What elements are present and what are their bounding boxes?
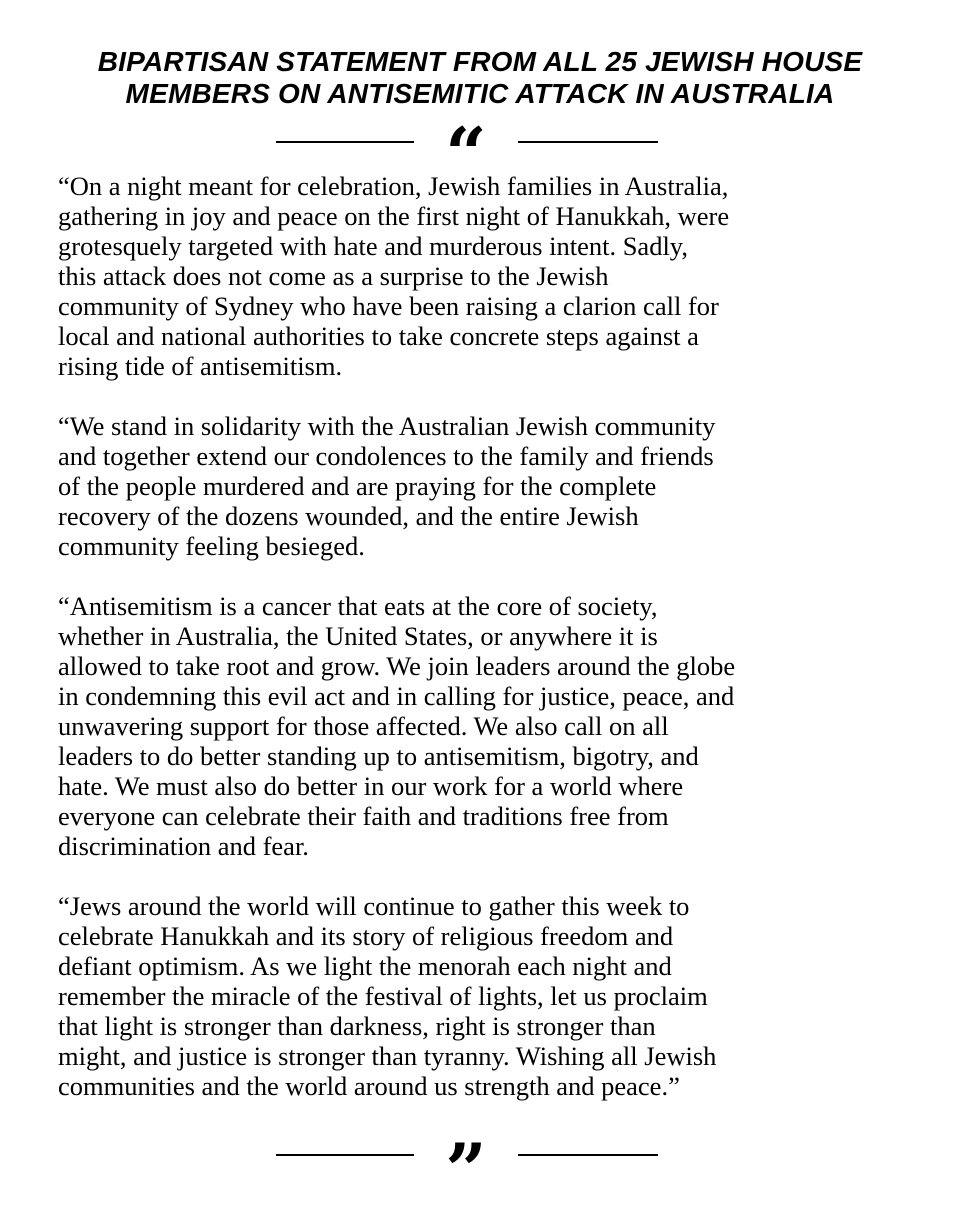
text-line: grotesquely targeted with hate and murderous intent. Sadly, <box>58 231 688 261</box>
text-line: that light is stronger than darkness, right is stronger than <box>58 1011 656 1041</box>
text-line: community of Sydney who have been raising a clarion call for <box>58 291 719 321</box>
text-line: celebrate Hanukkah and its story of religious freedom and <box>58 921 674 951</box>
divider-rule-right <box>518 1154 658 1156</box>
divider-rule-right <box>518 141 658 143</box>
text-line: remember the miracle of the festival of lights, let us proclaim <box>58 981 708 1011</box>
text-line: “Jews around the world will continue to gather this week to <box>58 891 690 921</box>
text-line: gathering in joy and peace on the first night of Hanukkah, were <box>58 201 730 231</box>
text-line: unwavering support for those affected. We also call on all <box>58 711 669 741</box>
divider-rule-left <box>276 141 414 143</box>
divider-rule-left <box>276 1154 414 1156</box>
text-line: communities and the world around us strength and peace.” <box>58 1071 680 1101</box>
text-line: whether in Australia, the United States, or anywhere it is <box>58 621 658 651</box>
text-line: in condemning this evil act and in calling for justice, peace, and <box>58 681 735 711</box>
text-line: local and national authorities to take concrete steps against a <box>58 321 699 351</box>
paragraph-hanukkah <box>58 891 908 1101</box>
text-line: “We stand in solidarity with the Australian Jewish community <box>58 411 716 441</box>
paragraph-solidarity <box>58 411 908 561</box>
title-line-2: MEMBERS ON ANTISEMITIC ATTACK IN AUSTRALIA <box>125 78 835 109</box>
text-line: “Antisemitism is a cancer that eats at the core of society, <box>58 591 658 621</box>
text-line: hate. We must also do better in our work for a world where <box>58 771 684 801</box>
text-line: discrimination and fear. <box>58 831 309 861</box>
text-line: community feeling besieged. <box>58 531 365 561</box>
text-line: leaders to do better standing up to antisemitism, bigotry, and <box>58 741 699 771</box>
text-line: of the people murdered and are praying for the complete <box>58 471 657 501</box>
statement-body <box>58 171 908 1131</box>
text-line: recovery of the dozens wounded, and the entire Jewish <box>58 501 639 531</box>
statement-title <box>0 46 960 110</box>
text-line: and together extend our condolences to the family and friends <box>58 441 714 471</box>
text-line: rising tide of antisemitism. <box>58 351 343 381</box>
paragraph-celebration <box>58 171 908 381</box>
text-line: might, and justice is stronger than tyranny. Wishing all Jewish <box>58 1041 717 1071</box>
text-line: allowed to take root and grow. We join leaders around the globe <box>58 651 736 681</box>
closing-quote-divider <box>0 1127 960 1212</box>
paragraph-antisemitism <box>58 591 908 861</box>
title-line-1: BIPARTISAN STATEMENT FROM ALL 25 JEWISH HOUSE <box>97 46 863 77</box>
text-line: this attack does not come as a surprise to the Jewish <box>58 261 609 291</box>
text-line: everyone can celebrate their faith and traditions free from <box>58 801 669 831</box>
text-line: “On a night meant for celebration, Jewish families in Australia, <box>58 171 729 201</box>
open-quote-icon: “ <box>445 111 487 196</box>
text-line: defiant optimism. As we light the menorah each night and <box>58 951 672 981</box>
close-quote-icon: ” <box>445 1127 487 1212</box>
